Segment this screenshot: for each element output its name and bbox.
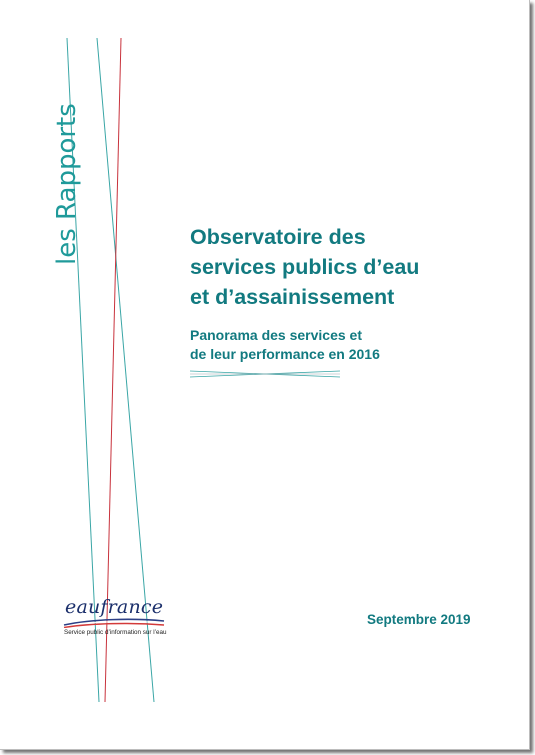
series-label: les Rapports [52, 103, 82, 265]
report-title [190, 222, 510, 312]
report-title-line-2: services publics d’eau [190, 255, 420, 279]
flag-swoosh-icon [62, 616, 166, 628]
report-title-line-3: et d’assainissement [190, 285, 395, 309]
eaufrance-logo [62, 596, 172, 642]
publication-date: Septembre 2019 [367, 612, 471, 627]
eaufrance-logo-wordmark: eaufrance [65, 596, 164, 618]
report-subtitle-line-2: de leur performance en 2016 [190, 346, 380, 362]
report-subtitle [190, 326, 510, 364]
report-subtitle-line-1: Panorama des services et [190, 327, 362, 343]
eaufrance-logo-tagline: Service public d’information sur l’eau [64, 629, 167, 636]
report-title-line-1: Observatoire des [190, 225, 366, 249]
